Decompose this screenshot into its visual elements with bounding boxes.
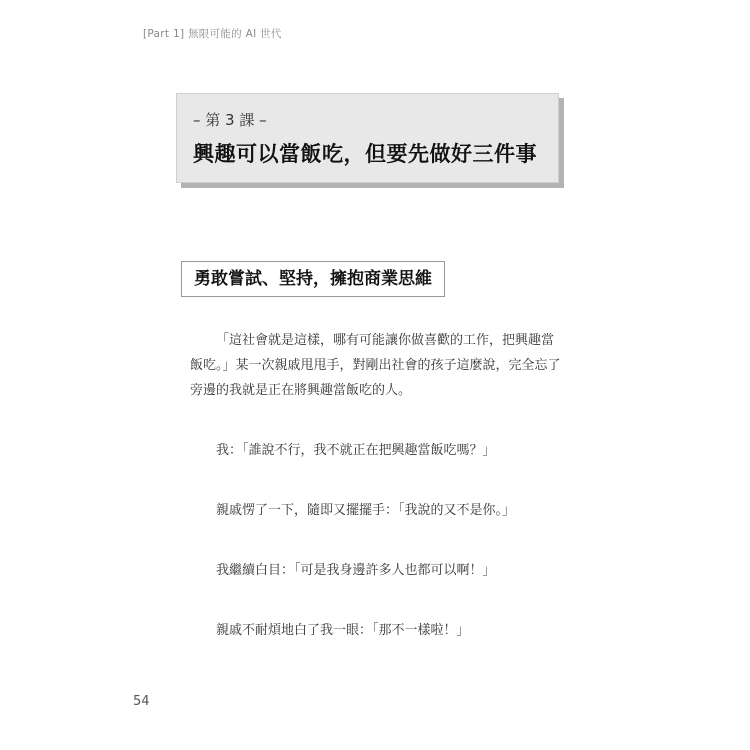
- paragraph-intro: 「這社會就是這樣，哪有可能讓你做喜歡的工作，把興趣當飯吃。」某一次親戚甩甩手，對剛出社會的孩子這麼說，完全忘了旁邊的我就是正在將興趣當飯吃的人。: [190, 333, 561, 398]
- page-number: 54: [133, 694, 150, 709]
- paragraph-dialog-1: 我：「誰說不行，我不就正在把興趣當飯吃嗎？」: [216, 443, 496, 458]
- running-header: [Part 1] 無限可能的 AI 世代: [143, 28, 282, 40]
- lesson-title-box: [176, 93, 559, 183]
- paragraph-dialog-2: 親戚愣了一下，隨即又擺擺手：「我說的又不是你。」: [216, 503, 516, 518]
- paragraph-dialog-4: 親戚不耐煩地白了我一眼：「那不一樣啦！」: [216, 623, 470, 638]
- body-text: [190, 328, 565, 643]
- lesson-number: – 第 3 課 –: [193, 111, 267, 129]
- section-heading: 勇敢嘗試、堅持，擁抱商業思維: [181, 261, 445, 297]
- paragraph-dialog-3: 我繼續白目：「可是我身邊許多人也都可以啊！」: [216, 563, 496, 578]
- lesson-title: 興趣可以當飯吃，但要先做好三件事: [193, 142, 537, 166]
